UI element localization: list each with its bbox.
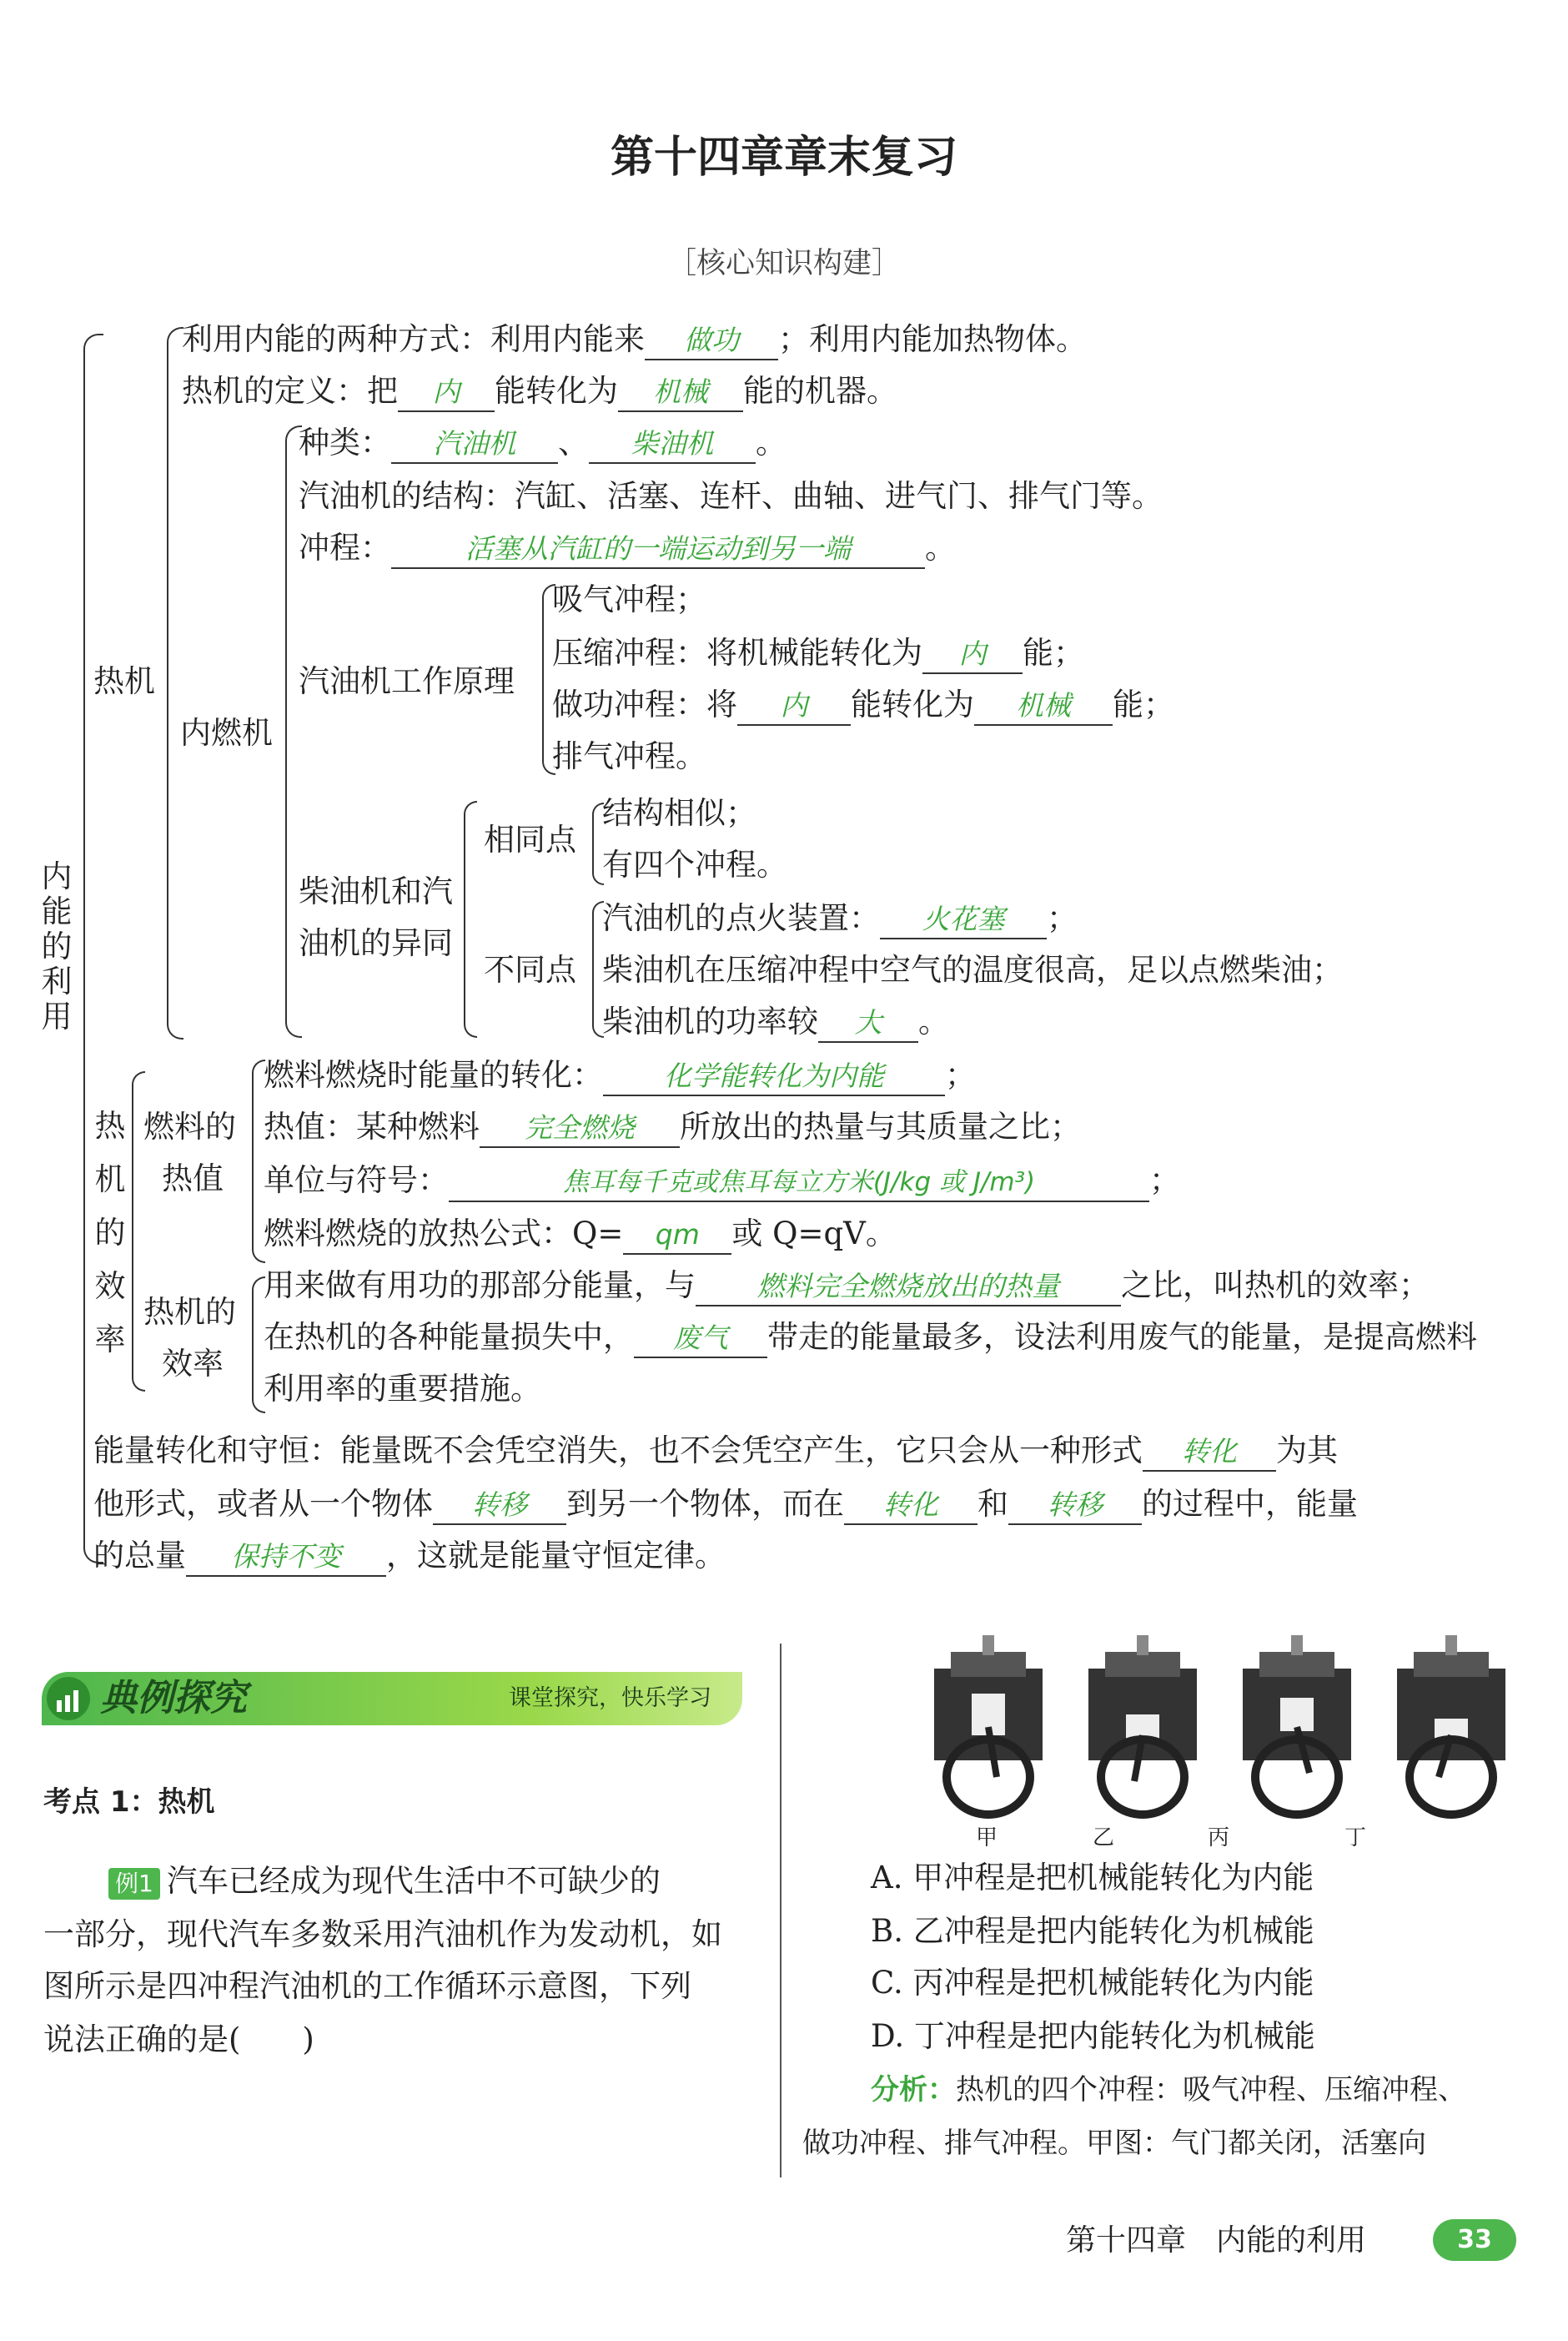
engine-yi <box>1088 1635 1197 1815</box>
engine-ding <box>1397 1635 1505 1815</box>
figure-label-yi: 乙 <box>1093 1825 1115 1850</box>
stroke-line: 冲程： 活塞从汽缸的一端运动到另一端 。 <box>299 529 956 569</box>
fuel-value-label-2: 热值 <box>162 1160 224 1196</box>
option-d: D. 丁冲程是把内能转化为机械能 <box>871 2018 1315 2054</box>
footer-chapter: 第十四章 内能的利用 <box>1066 2223 1367 2258</box>
root-brace <box>83 334 103 1563</box>
figure-label-jia: 甲 <box>976 1825 998 1850</box>
root-label: 内能的利用 <box>41 858 73 1035</box>
compare-brace <box>464 801 477 1038</box>
power-line: 做功冲程：将 内 能转化为 机械 能； <box>552 686 1174 726</box>
compare-label-1: 柴油机和汽 <box>299 873 453 909</box>
page-number: 33 <box>1433 2219 1516 2261</box>
conservation-2: 他形式，或者从一个物体 转移 到另一个物体，而在 转化 和 转移 的过程中，能量 <box>93 1485 1358 1525</box>
engine-bing <box>1243 1635 1351 1815</box>
banner-subtitle: 课堂探究，快乐学习 <box>509 1685 711 1711</box>
diff-2: 柴油机在压缩冲程中空气的温度很高，足以点燃柴油； <box>602 952 1343 988</box>
eff-label-1: 热机的 <box>143 1294 236 1330</box>
heat-engine-label: 热机 <box>93 663 155 699</box>
ef-2: 在热机的各种能量损失中， 废气 带走的能量最多，设法利用废气的能量，是提高燃料 <box>264 1318 1477 1358</box>
analysis-label: 分析： <box>871 2073 956 2107</box>
figure-label-bing: 丙 <box>1208 1825 1230 1850</box>
heat-engine-brace <box>167 327 183 1040</box>
same-2: 有四个冲程。 <box>602 847 787 883</box>
example-line-3: 图所示是四冲程汽油机的工作循环示意图，下列 <box>43 1968 691 2004</box>
example-line-2: 一部分，现代汽车多数采用汽油机作为发动机，如 <box>43 1916 722 1952</box>
option-a: A. 甲冲程是把机械能转化为内能 <box>871 1860 1314 1895</box>
same-label: 相同点 <box>484 822 576 858</box>
fv-3: 单位与符号： 焦耳每千克或焦耳每立方米(J/kg 或 J/m³) ； <box>264 1161 1180 1202</box>
chart-icon <box>45 1675 92 1722</box>
diff-3: 柴油机的功率较 大 。 <box>602 1003 949 1043</box>
ef-1: 用来做有用功的那部分能量，与 燃料完全燃烧放出的热量 之比，叫热机的效率； <box>264 1266 1430 1306</box>
analysis-line-2: 做功冲程、排气冲程。甲图：气门都关闭，活塞向 <box>802 2127 1426 2160</box>
column-divider <box>780 1644 781 2177</box>
figure-label-ding: 丁 <box>1344 1825 1367 1850</box>
fuel-value-label-1: 燃料的 <box>143 1109 236 1145</box>
same-1: 结构相似； <box>602 795 756 831</box>
types-line: 种类： 汽油机 、 柴油机 。 <box>299 424 787 464</box>
conservation-3: 的总量 保持不变 ，这就是能量守恒定律。 <box>93 1537 726 1577</box>
efficiency-group-label: 热机的效率 <box>94 1108 126 1357</box>
compression-line: 压缩冲程：将机械能转化为 内 能； <box>552 634 1084 674</box>
engine-cycle-figure <box>926 1635 1535 1827</box>
option-c: C. 丙冲程是把机械能转化为内能 <box>871 1965 1314 2001</box>
diff-label: 不同点 <box>484 952 576 988</box>
example-line-1: 例1 汽车已经成为现代生活中不可缺少的 <box>108 1862 661 1900</box>
uses-line: 利用内能的两种方式：利用内能来 做功 ；利用内能加热物体。 <box>182 320 1087 360</box>
conservation-1: 能量转化和守恒：能量既不会凭空消失，也不会凭空产生，它只会从一种形式 转化 为其 <box>93 1432 1338 1472</box>
ef-3: 利用率的重要措施。 <box>264 1371 541 1407</box>
structure-line: 汽油机的结构：汽缸、活塞、连杆、曲轴、进气门、排气门等。 <box>299 478 1163 514</box>
option-b: B. 乙冲程是把内能转化为机械能 <box>871 1913 1314 1949</box>
analysis-line-1: 分析：热机的四个冲程：吸气冲程、压缩冲程、 <box>871 2073 1466 2107</box>
ice-label: 内燃机 <box>180 715 273 751</box>
compare-label-2: 油机的异同 <box>299 925 453 961</box>
section-subhead: ［核心知识构建］ <box>666 247 901 280</box>
example-badge: 例1 <box>108 1868 160 1900</box>
page-title: 第十四章章末复习 <box>610 132 957 183</box>
banner-title: 典例探究 <box>100 1677 247 1719</box>
engine-jia <box>934 1635 1043 1815</box>
principle-label: 汽油机工作原理 <box>299 663 515 699</box>
eff-label-2: 效率 <box>162 1346 224 1382</box>
example-line-4: 说法正确的是( ) <box>43 2021 314 2057</box>
fv-2: 热值：某种燃料 完全燃烧 所放出的热量与其质量之比； <box>264 1108 1081 1148</box>
diff-1: 汽油机的点火装置： 火花塞 ； <box>602 899 1078 939</box>
fv-4: 燃料燃烧的放热公式：Q= qm 或 Q=qV。 <box>264 1215 897 1255</box>
topic-heading: 考点 1：热机 <box>43 1785 215 1819</box>
intake-line: 吸气冲程； <box>552 581 706 617</box>
definition-line: 热机的定义：把 内 能转化为 机械 能的机器。 <box>182 372 897 412</box>
exhaust-line: 排气冲程。 <box>552 738 706 774</box>
fv-1: 燃料燃烧时能量的转化： 化学能转化为内能 ； <box>264 1056 976 1096</box>
